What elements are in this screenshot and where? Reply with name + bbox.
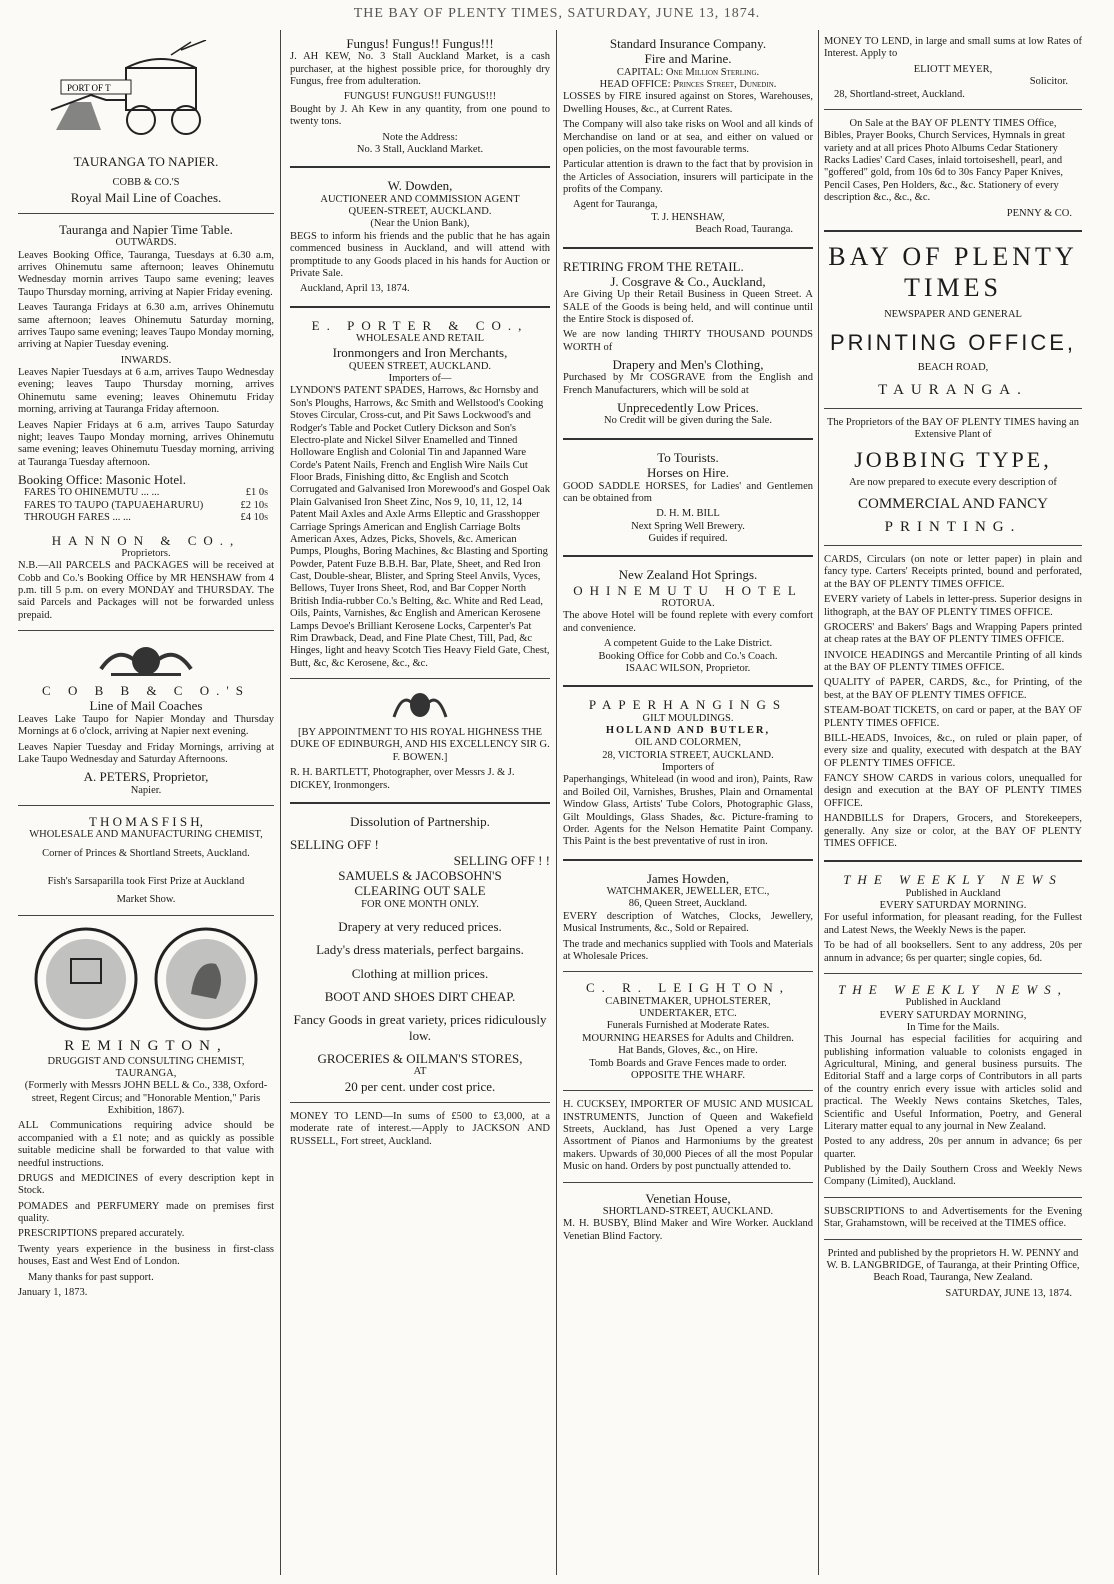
fungus-repeat: FUNGUS! FUNGUS!! FUNGUS!!! <box>343 91 497 103</box>
weekly-published: Published in Auckland <box>905 887 1001 899</box>
weekly-booksellers: To be had of all booksellers. Sent to any address, 20s per annum in advance; 6s per quarter; single copies, 6d. <box>824 940 1082 964</box>
penny-co: PENNY & CO. <box>1006 207 1072 219</box>
head-office: HEAD OFFICE: Princes Street, Dunedin. <box>599 79 777 91</box>
booking-office: Booking Office: Masonic Hotel. <box>18 472 187 488</box>
fire-marine: Fire and Marine. <box>644 51 732 67</box>
fish-subtitle: WHOLESALE AND MANUFACTURING CHEMIST, <box>29 829 263 841</box>
paperhangings-heading: PAPERHANGINGS <box>588 697 788 713</box>
standard-heading: Standard Insurance Company. <box>609 36 767 51</box>
weekly2-publisher: Published by the Daily Southern Cross and Weekly News Company (Limited), Auckland. <box>824 1164 1082 1188</box>
weekly-saturday: EVERY SATURDAY MORNING. <box>879 900 1027 912</box>
imprint-date: SATURDAY, JUNE 13, 1874. <box>945 1287 1072 1299</box>
communications-note: ALL Communications requiring advice should be accompanied with a £1 note; and as quickly as possible suitable medicine shall be forwarded to that value with needful instructions. <box>18 1120 274 1169</box>
fare-label: FARES TO OHINEMUTU ... ... <box>24 487 160 499</box>
stationery-list: Bibles, Prayer Books, Church Services, Hymnals in great variety and at all prices Photo Albums Cedar Stationery Racks Ladies' Card Cases, inlaid tortoiseshell, pearl, and "goffered" gold, from 10s 6d to 30s Fancy Paper Knives, Pencil Cases, Pen Holders, &c., &c. Stationery of every description &c., &c., &c. <box>824 130 1065 204</box>
thomas-fish-heading: T H O M A S F I S H, <box>89 814 203 829</box>
drapery-heading: Drapery and Men's Clothing, <box>612 357 764 373</box>
druggist-subtitle: DRUGGIST AND CONSULTING CHEMIST, <box>47 1055 245 1067</box>
funerals-note: Funerals Furnished at Moderate Rates. <box>606 1020 770 1032</box>
ah-kew-notice: J. AH KEW, No. 3 Stall Auckland Market, is a cash purchaser, at the highest possible price, for thoroughly dry Fungus, free from adulteration. <box>290 51 550 88</box>
groceries-line: GROCERIES & OILMAN'S STORES, <box>317 1050 523 1066</box>
samuels-heading: SAMUELS & JACOBSOHN'S <box>338 867 502 883</box>
watches-note: EVERY description of Watches, Clocks, Jewellery, Musical Instruments, &c., Sold or Repaired. <box>563 910 813 935</box>
dowden-date: Auckland, April 13, 1874. <box>300 283 410 295</box>
printing-item: STEAM-BOAT TICKETS, on card or paper, at the BAY OF PLENTY TIMES OFFICE. <box>824 705 1082 729</box>
booking-note: Booking Office for Cobb and Co.'s Coach. <box>598 650 778 662</box>
drugs-note: DRUGS and MEDICINES of every description kept in Stock. <box>18 1172 274 1197</box>
shortland-address: SHORTLAND-STREET, AUCKLAND. <box>602 1205 774 1217</box>
ironmongers-label: Ironmongers and Iron Merchants, <box>332 345 508 361</box>
prize-medals-illustration <box>26 924 266 1034</box>
cosgrave-heading: J. Cosgrave & Co., Auckland, <box>610 273 766 289</box>
commercial-fancy: COMMERCIAL AND FANCY <box>857 495 1049 512</box>
column-rule <box>556 30 557 1575</box>
saddle-horses: GOOD SADDLE HORSES, for Ladies' and Gentlemen can be obtained from <box>563 480 813 504</box>
holland-butler: HOLLAND AND BUTLER, <box>605 724 771 736</box>
landing-note: We are now landing THIRTY THOUSAND POUNDS WORTH of <box>563 329 813 353</box>
coach-sign: PORT OF T <box>67 83 111 93</box>
venetian-heading: Venetian House, <box>645 1190 731 1206</box>
dowden-notice: BEGS to inform his friends and the public that he has again commenced business in Auckland, and will attend with promptitude to any Goods placed in his hands for Auction or Private Sale. <box>290 230 550 279</box>
tauranga-label: TAURANGA, <box>115 1067 177 1079</box>
outwards-heading: OUTWARDS. <box>115 237 177 249</box>
dowden-heading: W. Dowden, <box>387 178 453 194</box>
subscriptions-note: SUBSCRIPTIONS to and Advertisements for the Evening Star, Grahamstown, will be received at the TIMES office. <box>824 1205 1082 1230</box>
hannon-heading: HANNON & CO., <box>51 532 241 548</box>
horses-heading: Horses on Hire. <box>647 465 729 481</box>
fancy-goods-line: Fancy Goods in great variety, prices ridiculously low. <box>293 1012 547 1043</box>
jobbing-type-heading: JOBBING TYPE, <box>854 447 1052 473</box>
purchased-note: Purchased by Mr COSGRAVE from the English and French Manufacturers, which will be sold at <box>563 372 813 396</box>
henshaw-name: T. J. HENSHAW, <box>651 211 725 223</box>
one-month: FOR ONE MONTH ONLY. <box>361 898 479 910</box>
agent-label: Agent for Tauranga, <box>573 199 658 211</box>
proprietors-label: Proprietors. <box>121 547 171 559</box>
newspaper-general: NEWSPAPER AND GENERAL <box>884 309 1022 321</box>
lake-taupo-1: Leaves Lake Taupo for Napier Monday and Thursday Mornings at 6 o'clock, arriving at Napier next evening. <box>18 713 274 738</box>
leighton-heading: C. R. LEIGHTON, <box>585 980 791 996</box>
napier-label: Napier. <box>130 784 162 796</box>
tourists-heading: To Tourists. <box>657 449 719 465</box>
prescriptions-note: PRESCRIPTIONS prepared accurately. <box>18 1228 185 1240</box>
queen-street: QUEEN-STREET, AUCKLAND. <box>348 206 492 218</box>
bill-name: D. H. M. BILL <box>656 508 720 520</box>
remington-heading: REMINGTON, <box>64 1037 228 1054</box>
low-prices: Unprecedently Low Prices. <box>617 400 759 416</box>
company-note: The Company will also take risks on Wool and all kinds of Merchandise on land or at sea, and either on valued or open policies, on the most favourable terms. <box>563 119 813 155</box>
formerly-note: (Formerly with Messrs JOHN BELL & Co., 338, Oxford-street, Regent Circus; and "Honorable Mention," Paris Exhibition, 1867). <box>24 1080 268 1117</box>
boots-line: BOOT AND SHOES DIRT CHEAP. <box>324 988 516 1004</box>
experience-note: Twenty years experience in the business in first-class houses, East and West End of London. <box>18 1243 274 1268</box>
mail-coaches: Line of Mail Coaches <box>89 698 203 714</box>
stagecoach-illustration <box>31 40 261 150</box>
printing-item: BILL-HEADS, Invoices, &c., on ruled or plain paper, of every size and quality, executed with despatch at the BAY OF PLENTY TIMES OFFICE. <box>824 732 1082 769</box>
printing-item: HANDBILLS for Drapers, Grocers, and Storekeepers, generally. Any size or color, at the BAY OF PLENTY TIMES OFFICE. <box>824 813 1082 849</box>
printing-heading: PRINTING. <box>884 519 1022 536</box>
times-heading: TIMES <box>904 272 1002 302</box>
particular-note: Particular attention is drawn to the fact that by provision in the Articles of Association, insurers will participate in the profits of the Company. <box>563 159 813 196</box>
inwards-1: Leaves Napier Tuesdays at 6 a.m, arrives Taupo Wednesday evening; leaves Taupo Thursday morning, arrives Ohinemutu same evening; leaves Ohinemutu Friday morning, arriving at Tauranga Friday afternoon. <box>18 367 274 416</box>
gilt-mouldings: GILT MOULDINGS. <box>642 712 734 724</box>
selling-off-1: SELLING OFF ! <box>290 837 379 853</box>
outwards-2: Leaves Tauranga Fridays at 6.30 a.m, arrives Ohinemutu same afternoon; leaves Ohinemutu Saturday morning, arrives Taupo same evening; leaves Taupo Monday morning, arriving at Napier Tuesday evening. <box>18 302 274 351</box>
weekly-useful: For useful information, for pleasant reading, for the Fullest and Latest News, the Weekly News is the paper. <box>824 912 1082 936</box>
oil-colormen: OIL AND COLORMEN, <box>634 737 742 749</box>
remington-date: January 1, 1873. <box>18 1286 88 1298</box>
watchmaker-label: WATCHMAKER, JEWELLER, ETC., <box>606 886 770 898</box>
weekly2-mails: In Time for the Mails. <box>906 1021 1000 1033</box>
hotel-description: The above Hotel will be found replete with every comfort and convenience. <box>563 610 813 634</box>
fare-price: £1 0s <box>245 487 268 499</box>
weekly2-journal: This Journal has especial facilities for acquiring and publishing information valuable to colonists engaged in Agricultural, Mining, and general business pursuits. The Editorial Staff and a large corps of Contributors in all parts of the country enrich every issue with articles solid and practical. The Weekly News contains Sketches, Tales, Scientific and Useful Information, Poetry, and General Literary matter equal to any journal in New Zealand. <box>824 1034 1082 1132</box>
appointment-note: [BY APPOINTMENT TO HIS ROYAL HIGHNESS THE DUKE OF EDINBURGH, AND HIS EXCELLENCY SIR G. F. BOWEN.] <box>290 727 550 763</box>
pomades-note: POMADES and PERFUMERY made on premises first quality. <box>18 1200 274 1225</box>
howden-address: 86, Queen Street, Auckland. <box>628 898 748 910</box>
fish-address: Corner of Princes & Shortland Streets, Auckland. <box>42 847 250 859</box>
weekly2-posted: Posted to any address, 20s per annum in advance; 6s per quarter. <box>824 1136 1082 1160</box>
selling-off-2: SELLING OFF ! ! <box>453 852 550 868</box>
opposite-wharf: OPPOSITE THE WHARF. <box>631 1069 745 1081</box>
weekly-news-heading: THE WEEKLY NEWS <box>843 872 1063 888</box>
brewery-label: Next Spring Well Brewery. <box>631 520 745 532</box>
wholesale-label: WHOLESALE AND RETAIL <box>355 332 485 344</box>
column-3 <box>563 36 813 1246</box>
hearses-note: MOURNING HEARSES for Adults and Children. <box>582 1032 794 1044</box>
masthead: THE BAY OF PLENTY TIMES, SATURDAY, JUNE 13, 1874. <box>353 6 761 21</box>
fare-price: £2 10s <box>240 499 268 511</box>
meyer-address: 28, Shortland-street, Auckland. <box>834 88 965 100</box>
column-2 <box>290 36 550 1151</box>
thanks-note: Many thanks for past support. <box>28 1271 154 1283</box>
bought-note: Bought by J. Ah Kew in any quantity, from one pound to twenty tons. <box>290 103 550 128</box>
undertaker-label: UNDERTAKER, ETC. <box>639 1008 737 1020</box>
lake-taupo-2: Leaves Napier Tuesday and Friday Mornings, arriving at Lake Taupo Wednesday and Saturday Afternoons. <box>18 741 274 765</box>
inwards-2: Leaves Napier Fridays at 6 a.m, arrives Taupo Saturday night; leaves Taupo Monday morning, arrives Ohinemutu same evening; leaves Ohinemutu Tuesday morning, arriving at Tauranga Tuesday afternoon. <box>18 419 274 468</box>
fare-label: THROUGH FARES ... ... <box>24 512 131 524</box>
on-sale-heading: On Sale at the BAY OF PLENTY TIMES Office, <box>849 117 1057 129</box>
outwards-1: Leaves Booking Office, Tauranga, Tuesdays at 6.30 a.m, arrives Ohinemutu same afternoon; leaves Ohinemutu Wednesday mornin arrives Taupo same evening; leaves Taupo Thursday morning, arriving at Napier Friday evening. <box>18 249 274 298</box>
stall-address: No. 3 Stall, Auckland Market. <box>356 143 484 155</box>
drapery-line: Drapery at very reduced prices. <box>338 918 502 934</box>
importers-label: Importers of— <box>388 373 452 385</box>
cobb-heading: COBB & CO.'S <box>112 177 180 189</box>
busby-notice: M. H. BUSBY, Blind Maker and Wire Worker. Auckland Venetian Blind Factory. <box>563 1218 813 1242</box>
ohinemutu-hotel: OHINEMUTU HOTEL <box>573 582 803 598</box>
column-rule <box>280 30 281 1575</box>
weekly2-published: Published in Auckland <box>905 997 1001 1009</box>
porter-address: QUEEN STREET, AUCKLAND. <box>348 360 492 372</box>
cobb-coaches-heading: C O B B & C O.'S <box>42 683 250 699</box>
printing-item: QUALITY of PAPER, CARDS, &c., for Printing, of the best, at the BAY OF PLENTY TIMES OFFICE. <box>824 677 1082 701</box>
printing-item: GROCERS' and Bakers' Bags and Wrapping Papers printed at cheap rates at the BAY OF PLENTY TIMES OFFICE. <box>824 621 1082 646</box>
porter-heading: E. PORTER & CO., <box>311 317 529 333</box>
dissolution-heading: Dissolution of Partnership. <box>350 813 490 829</box>
hot-springs-heading: New Zealand Hot Springs. <box>618 567 758 583</box>
fungus-heading: Fungus! Fungus!! Fungus!!! <box>346 36 494 51</box>
printing-item: EVERY variety of Labels in letter-press. Superior designs in lithograph, at the BAY OF PLENTY TIMES OFFICE. <box>824 594 1082 618</box>
cabinetmaker-label: CABINETMAKER, UPHOLSTERER, <box>605 995 771 1007</box>
prepared-note: Are now prepared to execute every description of <box>849 477 1057 489</box>
hatbands-note: Hat Bands, Gloves, &c., on Hire. <box>618 1045 758 1057</box>
rotorua-label: ROTORUA. <box>661 598 715 610</box>
parcels-note: N.B.—All PARCELS and PACKAGES will be received at Cobb and Co.'s Booking Office by MR HENSHAW from 4 p.m. till 5 p.m. on every MONDAY and THURSDAY. The said Parcels and Packages will not be forwarded unless prepaid. <box>18 560 274 621</box>
weekly2-saturday: EVERY SATURDAY MORNING, <box>879 1009 1027 1021</box>
fish-note: Fish's Sarsaparilla took First Prize at Auckland <box>47 876 245 888</box>
lady-dress-line: Lady's dress materials, perfect bargains. <box>316 942 524 958</box>
money-to-lend-meyer: MONEY TO LEND, in large and small sums at low Rates of Interest. Apply to <box>824 36 1082 60</box>
printing-office-heading: PRINTING OFFICE, <box>830 329 1076 355</box>
bartlett-notice: R. H. BARTLETT, Photographer, over Messrs J. & J. DICKEY, Ironmongers. <box>290 767 515 791</box>
money-to-lend: MONEY TO LEND—In sums of £500 to £3,000, at a moderate rate of interest.—Apply to JACKSON AND RUSSELL, Fort street, Auckland. <box>290 1110 550 1147</box>
note-address: Note the Address: <box>382 131 458 143</box>
howden-heading: James Howden, <box>646 870 730 886</box>
paperhangings-list: Paperhangings, Whitelead (in wood and iron), Paints, Raw and Boiled Oil, Varnishes, Brushes, Plain and Ornamental Window Glass, Artists' Tube Colors, Photographic Glass, Gilt Mouldings, Glass Shades, &c. Picture-framing to Order. Agents for the Nelson Hematite Paint Company. This Paint is the best preventative of rust in iron. <box>563 774 813 848</box>
timetable-heading: Tauranga and Napier Time Table. <box>59 222 233 238</box>
column-1 <box>18 36 274 1302</box>
printing-item: FANCY SHOW CARDS in various colors, unequalled for design and execution at the BAY OF PLENTY TIMES OFFICE. <box>824 773 1082 809</box>
victoria-address: 28, VICTORIA STREET, AUCKLAND. <box>602 749 774 761</box>
percent-line: 20 per cent. under cost price. <box>344 1078 496 1094</box>
printing-item: INVOICE HEADINGS and Mercantile Printing of all kinds at the BAY OF PLENTY TIMES OFFICE. <box>824 649 1082 674</box>
inwards-heading: INWARDS. <box>120 354 172 366</box>
guides-note: Guides if required. <box>648 533 728 544</box>
royal-arms-icon <box>390 687 450 723</box>
henshaw-address: Beach Road, Tauranga. <box>695 224 793 236</box>
proprietors-note: The Proprietors of the BAY OF PLENTY TIMES having an Extensive Plant of <box>826 416 1080 440</box>
at-label: AT <box>413 1066 427 1078</box>
near-bank: (Near the Union Bank), <box>370 218 470 230</box>
peters-proprietor: A. PETERS, Proprietor, <box>83 769 209 785</box>
cucksey-notice: H. CUCKSEY, IMPORTER OF MUSIC AND MUSICAL INSTRUMENTS, Junction of Queen and Wakefield Streets, Auckland, has Just Opened a very Large Assortment of Pianos and Harmoniums by the greatest makers. Upwards of 30,000 Pieces of all the most Popular Music on hand. Orders by post punctually attended to. <box>563 1099 813 1173</box>
capital-line: CAPITAL: One Million Sterling. <box>616 66 760 78</box>
tomb-note: Tomb Boards and Grave Fences made to order. <box>589 1057 787 1069</box>
column-4 <box>824 36 1082 1300</box>
importers-of: Importers of <box>661 762 715 774</box>
wilson-name: ISAAC WILSON, Proprietor. <box>625 662 751 674</box>
clearing-sale: CLEARING OUT SALE <box>354 883 486 899</box>
royal-crest-icon <box>91 639 201 679</box>
fish-note-2: Market Show. <box>116 894 176 906</box>
losses-note: LOSSES by FIRE insured against on Stores, Warehouses, Dwelling Houses, &c., at Current Rates. <box>563 91 813 115</box>
bay-of-plenty-heading: BAY OF PLENTY <box>828 241 1078 271</box>
column-rule <box>818 30 819 1575</box>
printing-item: CARDS, Circulars (on note or letter paper) in plain and fancy type. Carters' Receipts printed, bound and perforated, at the BAY OF PLENTY TIMES OFFICE. <box>824 554 1082 590</box>
cosgrave-notice: Are Giving Up their Retail Business in Queen Street. A SALE of the Goods is being held, and will continue until the Entire Stock is disposed of. <box>563 289 813 325</box>
retiring-heading: RETIRING FROM THE RETAIL. <box>563 258 744 274</box>
guide-note: A competent Guide to the Lake District. <box>603 638 773 650</box>
no-credit: No Credit will be given during the Sale. <box>604 415 772 427</box>
clothing-line: Clothing at million prices. <box>351 965 489 981</box>
trade-note: The trade and mechanics supplied with Tools and Materials at Wholesale Prices. <box>563 938 813 962</box>
auctioneer-subtitle: AUCTIONEER AND COMMISSION AGENT <box>320 193 520 205</box>
fare-price: £4 10s <box>240 512 268 524</box>
route-title: TAURANGA TO NAPIER. <box>73 154 219 169</box>
ironmongery-list: LYNDON'S PATENT SPADES, Harrows, &c Hornsby and Son's Ploughs, Harrows, &c Smith and Wellstood's Cooking Stoves Circular, Cross-cut, and Pit Saws Lockwood's and Rodger's Table and Pocket Cutlery Dickson and Son's Electro-plate and Nickel Silver Enamelled and Tinned Holloware English and Colonial Tin and Japanned Ware Corde's Patent Nails, French and English Wire Nails Cut Floor Brads, Finishing ditto, &c English and Scotch Corrugated and Galvanised Iron Morewood's and Gospel Oak Plain Galvanised Iron Sheet Zinc, Nos 9, 10, 11, 12, 14 Patent Mail Axles and Axle Arms Elleptic and Grasshopper Carriage Springs American and English Carriage Bolts American Axes, Adzes, Picks, Shovels, &c. American Pumps, Ploughs, Boring Machines, &c Blasting and Sporting Powder, Patent Fuze B.B.H. Bar, Plate, Sheet, and Red Iron Cast, Double-shear, Blister, and Spring Steel Anvils, Vyces, Bellows, Tuyer Irons Sheet, Rod, and Bar Copper North British India-rubber Co.'s Belting, &c. White and Red Lead, Oils, Paints, Varnishes, &c English and American Kerosene Lamps Devoe's Brilliant Kerosene Locks, Carpenter's Pat Rim Drawback, Dead, and Fine Plate Chest, Till, Pad, &c Hinges, light and heavy Scotch Ties Heavy Field Gate, Chest, Butt, &c, &c Kerosene, &c., &c. <box>290 385 550 669</box>
tauranga-heading: TAURANGA. <box>878 381 1028 398</box>
solicitor-label: Solicitor. <box>1029 76 1068 88</box>
weekly-news-heading-2: THE WEEKLY NEWS, <box>838 981 1068 997</box>
fare-label: FARES TO TAUPO (TAPUAEHARURU) <box>24 499 204 511</box>
royal-mail: Royal Mail Line of Coaches. <box>70 189 222 205</box>
beach-road: BEACH ROAD, <box>917 361 989 373</box>
meyer-name: ELIOTT MEYER, <box>913 63 993 75</box>
imprint: Printed and published by the proprietors H. W. PENNY and W. B. LANGBRIDGE, of Tauranga, at their Printing Office, Beach Road, Tauranga, New Zealand. <box>826 1247 1080 1284</box>
